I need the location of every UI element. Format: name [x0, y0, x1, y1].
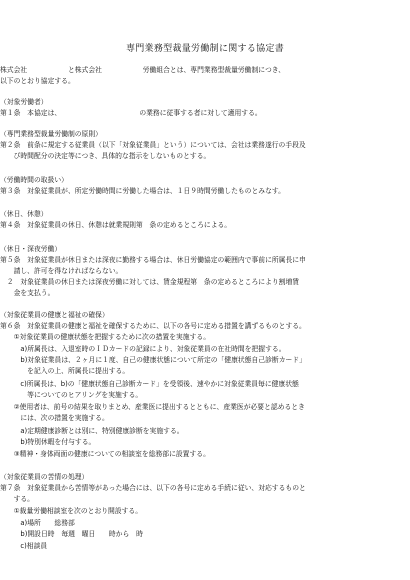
- document-title: 専門業務型裁量労働制に関する協定書: [125, 44, 285, 54]
- section-heading: （対象労働者）: [0, 98, 48, 106]
- section-heading: （休日、休憩）: [0, 210, 48, 218]
- article-line: を記入の上、所属長に提出する。: [0, 367, 130, 375]
- article-line: 第５条 対象従業員が休日または深夜に勤務する場合は、休日労働協定の範囲内で事前に所属長に申: [0, 256, 306, 264]
- article-line: 第６条 対象従業員の健康と福祉を確保するために、以下の各号に定める措置を講ずるものとする。: [0, 322, 306, 330]
- article-line: 金を支払う。: [0, 289, 55, 297]
- article-line: には、次の措置を実施する。: [0, 414, 109, 422]
- article-line: ②使用者は、前号の結果を取りまとめ、産業医に提出するとともに、産業医が必要と認めるとき: [0, 403, 305, 411]
- article-line: 等についてのヒアリングを実施する。: [0, 391, 143, 399]
- article-line: 第４条 対象従業員の休日、休憩は就業規則第 条の定めるところによる。: [0, 221, 232, 229]
- article-line: ２ 対象従業員の休日または深夜労働に対しては、賃金規程第 条の定めるところにより割増賃: [0, 278, 300, 286]
- intro-line-2: 以下のとおり協定する。: [0, 77, 75, 85]
- article-line: 第７条 対象従業員から苦情等があった場合には、以下の各号に定める手続に従い、対応するものと: [0, 484, 306, 492]
- article-line: b)特別休暇を付与する。: [0, 438, 96, 446]
- article-line: ③精神・身体両面の健康についての相談室を総務部に設置する。: [0, 450, 210, 458]
- article-line: び時間配分の決定等につき、具体的な指示をしないものとする。: [0, 152, 211, 160]
- article-line: ①裁量労働相談室を次のとおり開設する。: [0, 507, 143, 515]
- section-heading: （労働時間の取扱い）: [0, 176, 68, 184]
- article-line: 請し、許可を得なければならない。: [0, 267, 123, 275]
- article-line: ①対象従業員の健康状態を把握するために次の措置を実施する。: [0, 333, 210, 341]
- section-heading: （休日・深夜労働）: [0, 245, 62, 253]
- article-line: b)対象従業員は、２ヶ月に１度、自己の健康状態について所定の「健康状態自己診断カード」: [0, 356, 306, 364]
- section-heading: （専門業務型裁量労働制の原則）: [0, 130, 102, 138]
- article-line: 第２条 前条に規定する従業員（以下「対象従業員」という）については、会社は業務遂行の手段及: [0, 141, 306, 149]
- intro-line-1: 株式会社 と株式会社 労働組合とは、専門業務型裁量労働制につき、: [0, 66, 286, 74]
- article-line: a)所属長は、入退室時のＩＤカードの記録により、対象従業員の在社時間を把握する。: [0, 345, 286, 353]
- article-line: a)場所 総務部: [0, 519, 75, 527]
- article-line: する。: [0, 495, 34, 503]
- article-line: c)相談員: [0, 542, 48, 550]
- section-heading: （対象従業員の苦情の処理）: [0, 473, 89, 481]
- article-line: c)所属長は、b)の「健康状態自己診断カード」を受領後、速やかに対象従業員毎に健康状態: [0, 380, 299, 388]
- article-line: a)定期健康診断とは別に、特別健康診断を実施する。: [0, 427, 184, 435]
- article-line: 第３条 対象従業員が、所定労働時間に労働した場合は、１日９時間労働したものとみなす。: [0, 187, 285, 195]
- article-line: b)開設日時 毎週 曜日 時から 時: [0, 530, 143, 538]
- section-heading: （対象従業員の健康と福祉の確保）: [0, 311, 109, 319]
- article-line: 第１条 本協定は、 の業務に従事する者に対して適用する。: [0, 109, 262, 117]
